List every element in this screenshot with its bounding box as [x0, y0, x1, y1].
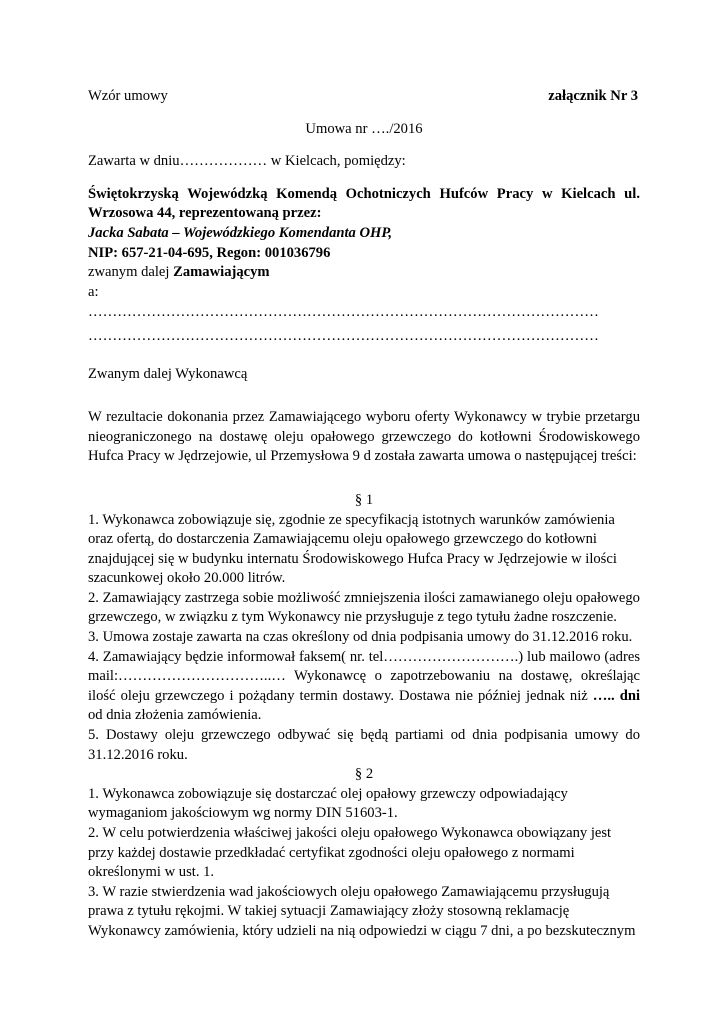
section-1-point-3: 3. Umowa zostaje zawarta na czas określony od dnia podpisania umowy do 31.12.2016 roku. [88, 629, 633, 646]
section-2-point-3-line-2: prawa z tytułu rękojmi. W takiej sytuacji Zamawiający złoży stosowną reklamację [88, 903, 570, 920]
section-2-point-2-line-2: przy każdej dostawie przedkładać certyfikat zgodności oleju opałowego z normami [88, 844, 575, 861]
party1-called-name: Zamawiającym [173, 264, 270, 281]
header-row [88, 87, 640, 107]
section-1-point-4-text: 4. Zamawiający będzie informował faksem( nr. tel……………………….) lub mailowo (adres mail:…………………………..… Wykonawcę o zapotrzebowaniu na dostawę, określając ilość oleju grzewczego i pożądany termin dostawy. Dostawa nie później jednak niż [88, 648, 640, 704]
header-left: Wzór umowy [88, 88, 168, 104]
attachment-label: załącznik Nr 3 [548, 88, 638, 104]
party2-line-2: …………………………………………………………………………………………… [88, 327, 599, 344]
party-separator: a: [88, 283, 99, 300]
party1-called-prefix: zwanym dalej [88, 264, 174, 281]
section-1-point-4 [88, 648, 640, 726]
party2-called: Zwanym dalej Wykonawcą [88, 365, 248, 382]
party1-called [88, 263, 640, 283]
party1-name: Świętokrzyską Wojewódzką Komendą Ochotniczych Hufców Pracy w Kielcach ul. Wrzosowa 44, reprezentowaną przez: [88, 185, 640, 222]
section-2-point-1-line-2: wymaganiom jakościowym wg normy DIN 51603-1. [88, 805, 398, 822]
section-1-point-4-days: ….. dni [592, 687, 641, 704]
section-2-point-3-line-3: Wykonawcy zamówienia, który udzieli na nią odpowiedzi w ciągu 7 dni, a po bezskutecznym [88, 922, 636, 939]
party1-ids: NIP: 657-21-04-695, Regon: 001036796 [88, 244, 331, 261]
section-1-point-1: 1. Wykonawca zobowiązuje się, zgodnie ze specyfikacją istotnych warunków zamówienia oraz ofertą, do dostarczenia Zamawiającemu oleju opałowego grzewczego do kotłowni znajdującej się w budynku internatu Środowiskowego Hufca Pracy w Jędrzejowie w ilości szacunkowej około 20.000 litrów. [88, 511, 617, 587]
section-2-heading: § 2 [354, 766, 374, 783]
party1-representative: Jacka Sabata – Wojewódzkiego Komendanta OHP, [88, 224, 393, 241]
section-2-point-3-line-1: 3. W razie stwierdzenia wad jakościowych oleju opałowego Zamawiającemu przysługują [88, 883, 610, 900]
party2-line-1: …………………………………………………………………………………………… [88, 304, 599, 321]
section-1-heading: § 1 [354, 491, 374, 508]
contract-title: Umowa nr …./2016 [305, 120, 423, 137]
section-1-point-2: 2. Zamawiający zastrzega sobie możliwość zmniejszenia ilości zamawianego oleju opałowego grzewczego, w związku z tym Wykonawcy nie przysługuje z tego tytułu żadne roszczenie. [88, 589, 640, 626]
section-1-point-4-end: od dnia złożenia zamówienia. [88, 707, 262, 724]
section-2-point-2-line-3: określonymi w ust. 1. [88, 864, 215, 881]
section-1-point-5: 5. Dostawy oleju grzewczego odbywać się będą partiami od dnia podpisania umowy do 31.12.2016 roku. [88, 727, 640, 763]
preamble: W rezultacie dokonania przez Zamawiającego wyboru oferty Wykonawcy w trybie przetargu nieograniczonego na dostawę oleju opałowego grzewczego do kotłowni Środowiskowego Hufca Pracy w Jędrzejowie, ul Przemysłowa 9 d została zawarta umowa o następującej treści: [88, 409, 640, 465]
section-2-point-1-line-1: 1. Wykonawca zobowiązuje się dostarczać olej opałowy grzewczy odpowiadający [88, 785, 568, 802]
section-2-point-2-line-1: 2. W celu potwierdzenia właściwej jakości oleju opałowego Wykonawca obowiązany jest [88, 825, 612, 841]
contract-intro: Zawarta w dniu……………… w Kielcach, pomiędzy: [88, 153, 406, 170]
